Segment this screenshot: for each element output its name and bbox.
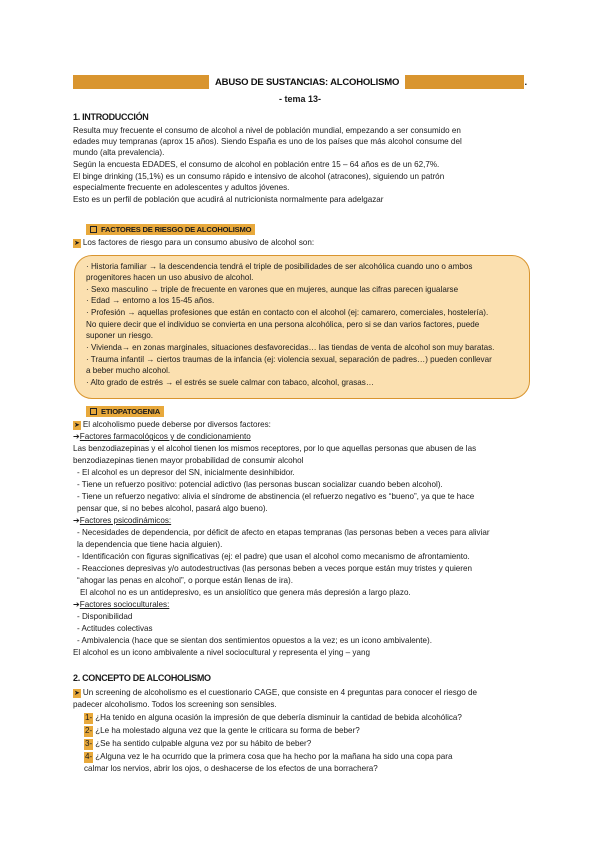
risk-line-4: · Edad → entorno a los 15-45 años. [86, 296, 215, 305]
etio-intro-text: El alcoholismo puede deberse por diversos factores: [82, 420, 271, 429]
intro-p1-line3: mundo (alta prevalencia). [73, 148, 165, 157]
etiopatogenia-tag [86, 406, 164, 417]
etio-factor3-title [73, 600, 529, 611]
arrow-right-icon: ➤ [74, 422, 80, 429]
etio-factor2-title-text: Factores psicodinámicos: [79, 516, 172, 525]
title-end: . [524, 76, 527, 88]
cage-question-2 [84, 726, 529, 737]
risk-line-1: · Historia familiar → la descendencia tendrá el triple de posibilidades de ser alcohólica cuando uno o ambos [86, 262, 473, 271]
cage-intro-line2: padecer alcoholismo. Todos los screening son sensibles. [73, 700, 277, 709]
question-text: ¿Alguna vez le ha ocurrido que la primera cosa que ha hecho por la mañana ha sido una copa para [95, 752, 453, 761]
etio-factor3-bullet2: - Actitudes colectivas [77, 624, 153, 633]
etio-factor2-bullet3-line2: “ahogar las penas en alcohol”, o porque están llenas de ira). [77, 576, 293, 585]
section-heading-introduccion: 1. INTRODUCCIÓN [73, 112, 149, 122]
risk-line-9: · Trauma infantil → ciertos traumas de la infancia (ej: violencia sexual, separación de padres…) pueden conllevar [86, 355, 492, 364]
question-number: 2- [85, 726, 93, 735]
etio-factor1-bullet3-line2: pensar que, si no bebes alcohol, pasará algo bueno). [77, 504, 268, 513]
cage-question-4-line2: calmar los nervios, abrir los ojos, o deshacerse de los efectos de una borrachera? [84, 764, 378, 773]
cage-intro-line1 [73, 688, 529, 699]
cage-question-1 [84, 713, 529, 724]
section-heading-concepto: 2. CONCEPTO DE ALCOHOLISMO [73, 673, 211, 683]
risk-factors-tag [86, 224, 255, 235]
etio-factor2-bullet1-line1: - Necesidades de dependencia, por déficit de afecto en etapas tempranas (las personas beben a veces para aliviar [77, 528, 490, 537]
double-arrow-icon: ➔ [73, 432, 80, 441]
etio-closing: El alcohol es un icono ambivalente a nivel sociocultural y representa el ying – yang [73, 648, 370, 657]
title-bar-left-fill [73, 75, 209, 89]
arrow-right-icon: ➤ [74, 240, 80, 247]
cage-question-4-line1 [84, 752, 529, 763]
risk-line-3: · Sexo masculino → triple de frecuente en varones que en mujeres, aunque las cifras parecen igualarse [86, 285, 459, 294]
risk-line-10: a beber mucho alcohol. [86, 366, 171, 375]
title-bar [73, 75, 527, 89]
etio-factor1-title-text: Factores farmacológicos y de condicionamiento [79, 432, 251, 441]
risk-line-11: · Alto grado de estrés → el estrés se suele calmar con tabaco, alcohol, grasas… [86, 378, 374, 387]
intro-p3-line2: especialmente frecuente en adolescentes y adultos jóvenes. [73, 183, 290, 192]
document-title: ABUSO DE SUSTANCIAS: ALCOHOLISMO [215, 76, 400, 88]
risk-line-2: progenitores hacen un uso abusivo de alcohol. [86, 273, 254, 282]
question-text: ¿Ha tenido en alguna ocasión la impresión de que debería disminuir la cantidad de bebida alcohólica? [95, 713, 462, 722]
etio-factor3-bullet1: - Disponibilidad [77, 612, 133, 621]
etio-factor1-p-line2: benzodiazepinas tienen mayor probabilidad de consumir alcohol [73, 456, 304, 465]
etio-factor1-bullet3-line1: - Tiene un refuerzo negativo: alivia el síndrome de abstinencia (el refuerzo negativo es “bueno”, ya que te hace [77, 492, 475, 501]
etiopatogenia-tag-label: ETIOPATOGENIA [101, 407, 160, 416]
risk-intro-text: Los factores de riesgo para un consumo abusivo de alcohol son: [82, 238, 315, 247]
etio-factor2-bullet3-line1: - Reacciones depresivas y/o autodestructivas (las personas beben a veces porque están muy tristes y quieren [77, 564, 473, 573]
etio-factor3-title-text: Factores socioculturales: [79, 600, 170, 609]
risk-line-5: · Profesión → aquellas profesiones que están en contacto con el alcohol (ej: camarero, comerciales, hostelería). [86, 308, 489, 317]
title-bar-right-fill [405, 75, 523, 89]
intro-p3-line1: El binge drinking (15,1%) es un consumo rápido e intensivo de alcohol (atracones), siguiendo un patrón [73, 172, 445, 181]
etio-factor1-bullet1: - El alcohol es un depresor del SN, inicialmente desinhibidor. [77, 468, 295, 477]
checkbox-square-icon [90, 226, 97, 233]
intro-p4: Esto es un perfil de población que acudirá al nutricionista normalmente para adelgazar [73, 195, 384, 204]
question-number: 4- [85, 752, 93, 761]
arrow-right-icon: ➤ [74, 690, 80, 697]
etio-factor2-bullet2: - Identificación con figuras significativas (ej: el padre) que usan el alcohol como mecanismo de afrontamiento. [77, 552, 470, 561]
question-number: 3- [85, 739, 93, 748]
intro-p1-line2: edades muy tempranas (aprox 15 años). Siendo España es uno de los países que más alcohol consume del [73, 137, 462, 146]
risk-factors-tag-label: FACTORES DE RIESGO DE ALCOHOLISMO [101, 225, 252, 234]
checkbox-square-icon [90, 408, 97, 415]
intro-p2: Según la encuesta EDADES, el consumo de alcohol en población entre 15 – 64 años es de un 62,7%. [73, 160, 440, 169]
cage-intro-line1-text: Un screening de alcoholismo es el cuestionario CAGE, que consiste en 4 preguntas para conocer el riesgo de [82, 688, 477, 697]
risk-line-6: No quiere decir que el individuo se convierta en una persona alcohólica, pero si se dan varios factores, puede [86, 320, 480, 329]
etio-factor2-note: El alcohol no es un antidepresivo, es un ansiolítico que genera más depresión a largo plazo. [80, 588, 411, 597]
etio-factor3-bullet3: - Ambivalencia (hace que se sientan dos sentimientos opuestos a la vez; es un icono ambivalente). [77, 636, 432, 645]
question-number: 1- [85, 713, 93, 722]
intro-p1-line1: Resulta muy frecuente el consumo de alcohol a nivel de población mundial, empezando a ser consumido en [73, 126, 461, 135]
risk-line-7: suponer un riesgo. [86, 331, 154, 340]
cage-question-3 [84, 739, 529, 750]
etio-factor1-bullet2: - Tiene un refuerzo positivo: potencial adictivo (las personas buscan socializar cuando beben alcohol). [77, 480, 443, 489]
question-text: ¿Le ha molestado alguna vez que la gente le criticara su forma de beber? [95, 726, 360, 735]
risk-line-8: · Vivienda→ en zonas marginales, situaciones desfavorecidas… las tiendas de venta de alcohol son muy baratas. [86, 343, 495, 352]
document-subtitle: - tema 13- [278, 94, 322, 104]
etio-factor1-title [73, 432, 529, 443]
question-text: ¿Se ha sentido culpable alguna vez por su hábito de beber? [95, 739, 312, 748]
etio-intro [73, 420, 529, 431]
risk-intro [73, 238, 529, 249]
double-arrow-icon: ➔ [73, 600, 80, 609]
etio-factor1-p-line1: Las benzodiazepinas y el alcohol tienen los mismos receptores, por lo que aquellas personas que abusen de las [73, 444, 477, 453]
double-arrow-icon: ➔ [73, 516, 80, 525]
etio-factor2-title [73, 516, 529, 527]
etio-factor2-bullet1-line2: la dependencia que tiene hacia alguien). [77, 540, 223, 549]
